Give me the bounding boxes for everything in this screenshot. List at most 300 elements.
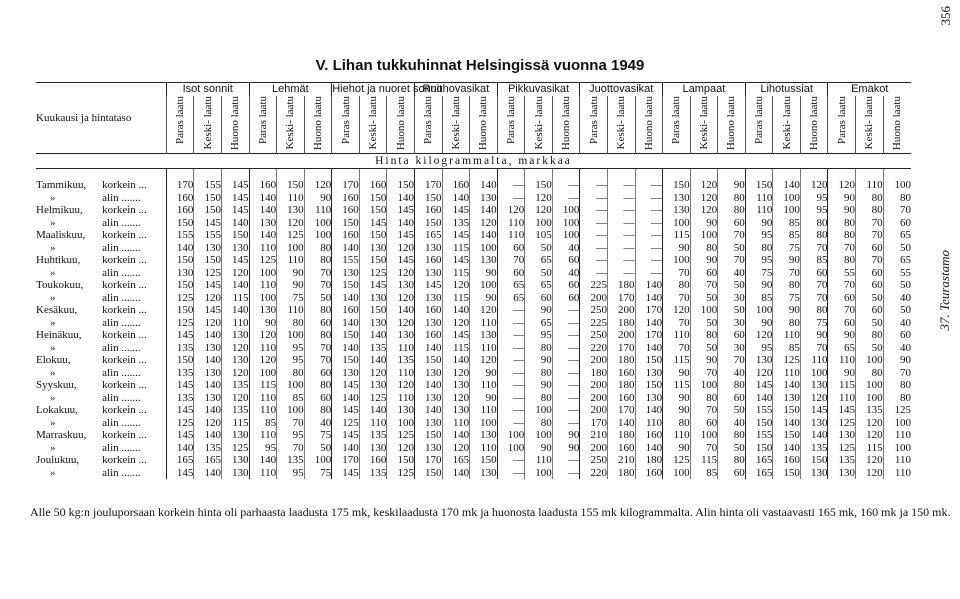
price-cell: 135	[166, 392, 194, 405]
price-cell: 200	[580, 404, 608, 417]
price-cell: 125	[359, 392, 387, 405]
price-cell: 110	[470, 317, 498, 330]
price-cell: —	[497, 467, 525, 480]
quality-label: Huono laatu	[560, 95, 573, 150]
month-cell: »	[50, 466, 56, 479]
price-cell: 125	[773, 354, 801, 367]
price-cell: 145	[221, 169, 249, 192]
month-cell: »	[50, 441, 56, 454]
price-cell: 140	[194, 404, 222, 417]
price-cell: 140	[414, 342, 442, 355]
price-cell: 60	[856, 279, 884, 292]
price-cell: 90	[690, 254, 718, 267]
quality-header	[304, 96, 332, 154]
price-cell: 75	[304, 429, 332, 442]
price-cell: 95	[277, 342, 305, 355]
price-cell: 95	[745, 254, 773, 267]
quality-label: Paras laatu	[504, 95, 517, 144]
table-row	[36, 417, 911, 430]
price-cell: 70	[718, 229, 746, 242]
price-cell: 150	[221, 229, 249, 242]
price-cell: 80	[663, 417, 691, 430]
price-cell: 60	[883, 329, 911, 342]
price-cell: 110	[497, 217, 525, 230]
price-cell: 210	[580, 429, 608, 442]
quality-header	[470, 96, 498, 154]
price-cell: 160	[332, 229, 360, 242]
price-cell: 100	[470, 242, 498, 255]
price-cell: 100	[277, 404, 305, 417]
price-cell: 130	[745, 354, 773, 367]
price-cell: 100	[856, 379, 884, 392]
price-cell: 50	[856, 292, 884, 305]
price-cell: 70	[828, 304, 856, 317]
price-cell: 140	[332, 242, 360, 255]
price-cell: 40	[718, 367, 746, 380]
price-cell: 135	[194, 442, 222, 455]
price-cell: 110	[883, 429, 911, 442]
price-cell: 50	[304, 292, 332, 305]
price-cell: 110	[249, 392, 277, 405]
price-cell: 60	[856, 242, 884, 255]
price-cell: 130	[470, 329, 498, 342]
price-cell: —	[552, 417, 580, 430]
quality-label: Keski- laatu	[284, 95, 297, 149]
price-cell: 140	[194, 429, 222, 442]
price-cell: 110	[663, 329, 691, 342]
price-cell: 140	[194, 354, 222, 367]
quality-label: Keski- laatu	[780, 95, 793, 149]
price-cell: 70	[690, 404, 718, 417]
price-cell: 110	[525, 454, 553, 467]
price-cell: 150	[166, 217, 194, 230]
price-cell: 130	[194, 392, 222, 405]
price-cell: 40	[552, 267, 580, 280]
price-cell: 90	[883, 354, 911, 367]
quality-label: Paras laatu	[753, 95, 766, 144]
price-cell: 135	[856, 404, 884, 417]
price-cell: 50	[718, 404, 746, 417]
price-cell: 40	[883, 317, 911, 330]
price-cell: 150	[414, 192, 442, 205]
price-cell: 95	[800, 192, 828, 205]
group-header: Lehmät	[249, 83, 332, 96]
price-cell: 60	[718, 392, 746, 405]
price-cell: 80	[304, 329, 332, 342]
price-cell: 120	[359, 367, 387, 380]
price-cell: 110	[249, 404, 277, 417]
quality-header	[359, 96, 387, 154]
footnote: Alle 50 kg:n jouluporsaan korkein hinta oli parhaasta laadusta 175 mk, keskilaadusta 170 mk ja huonosta laadusta 155 mk kilogrammalta. Alin hinta oli vastaavasti 165 mk, 160 mk ja 150 mk.	[30, 505, 951, 519]
price-cell: 80	[828, 217, 856, 230]
month-cell: Toukokuu,	[36, 279, 84, 292]
level-cell: korkein ...	[102, 454, 147, 467]
price-cell: 90	[828, 367, 856, 380]
price-cell: —	[552, 392, 580, 405]
month-cell: Lokakuu,	[36, 404, 78, 417]
price-cell: 170	[635, 304, 663, 317]
price-cell: 90	[828, 329, 856, 342]
price-cell: 110	[277, 254, 305, 267]
price-cell: 40	[883, 292, 911, 305]
price-cell: 120	[663, 304, 691, 317]
price-cell: 160	[414, 329, 442, 342]
price-cell: 250	[580, 329, 608, 342]
price-cell: 100	[249, 267, 277, 280]
price-cell: 50	[690, 342, 718, 355]
price-cell: 85	[277, 392, 305, 405]
price-cell: 100	[525, 404, 553, 417]
price-cell: 130	[414, 292, 442, 305]
price-cell: 90	[663, 442, 691, 455]
price-cell: 100	[525, 429, 553, 442]
price-cell: 100	[552, 204, 580, 217]
price-cell: —	[552, 342, 580, 355]
price-cell: 110	[387, 342, 415, 355]
price-cell: 145	[166, 329, 194, 342]
price-cell: 120	[470, 354, 498, 367]
quality-label: Keski- laatu	[697, 95, 710, 149]
price-cell: 90	[470, 367, 498, 380]
price-cell: 125	[828, 417, 856, 430]
price-cell: 80	[883, 379, 911, 392]
price-cell: 160	[442, 169, 470, 192]
quality-label: Keski- laatu	[367, 95, 380, 149]
price-cell: 165	[166, 454, 194, 467]
price-cell: 155	[745, 404, 773, 417]
month-cell: »	[50, 391, 56, 404]
price-cell: 95	[525, 329, 553, 342]
price-cell: 80	[304, 379, 332, 392]
price-cell: 130	[442, 379, 470, 392]
month-cell: Kesäkuu,	[36, 304, 78, 317]
price-cell: 120	[856, 417, 884, 430]
price-cell: 130	[387, 329, 415, 342]
price-cell: 150	[745, 417, 773, 430]
price-cell: 50	[883, 304, 911, 317]
price-cell: 140	[635, 442, 663, 455]
price-cell: 90	[828, 204, 856, 217]
price-cell: 70	[718, 354, 746, 367]
price-cell: 140	[332, 342, 360, 355]
price-cell: 110	[387, 392, 415, 405]
price-cell: 100	[663, 254, 691, 267]
price-cell: —	[552, 467, 580, 480]
price-cell: 60	[497, 242, 525, 255]
level-cell: korkein ...	[102, 329, 147, 342]
price-cell: 95	[800, 204, 828, 217]
price-cell: 145	[414, 279, 442, 292]
month-label: Kuukausi ja hintataso	[36, 83, 166, 154]
price-cell: 145	[166, 429, 194, 442]
price-cell: 50	[883, 242, 911, 255]
price-cell: —	[552, 454, 580, 467]
month-cell: Joulukuu,	[36, 454, 80, 467]
price-cell: 120	[497, 204, 525, 217]
level-cell: korkein ...	[102, 279, 147, 292]
price-cell: 130	[414, 317, 442, 330]
price-cell: 125	[663, 454, 691, 467]
price-cell: 110	[745, 204, 773, 217]
price-cell: 130	[635, 392, 663, 405]
price-cell: 80	[525, 392, 553, 405]
price-cell: 120	[249, 329, 277, 342]
table-row	[36, 304, 911, 317]
price-cell: 170	[332, 454, 360, 467]
price-cell: 120	[304, 169, 332, 192]
price-cell: 130	[332, 367, 360, 380]
price-cell: —	[607, 169, 635, 192]
price-cell: 115	[663, 229, 691, 242]
price-cell: 95	[745, 229, 773, 242]
price-cell: 120	[221, 392, 249, 405]
price-cell: 40	[883, 342, 911, 355]
level-cell: alin .......	[102, 216, 141, 229]
month-cell: Elokuu,	[36, 354, 71, 367]
price-cell: 50	[856, 317, 884, 330]
price-cell: 90	[800, 329, 828, 342]
table-row	[36, 379, 911, 392]
price-cell: 90	[552, 442, 580, 455]
price-cell: 200	[580, 292, 608, 305]
price-cell: 70	[800, 292, 828, 305]
price-cell: 85	[800, 254, 828, 267]
table-row	[36, 467, 911, 480]
price-cell: 150	[414, 429, 442, 442]
price-cell: 90	[525, 379, 553, 392]
price-cell: 180	[607, 354, 635, 367]
price-cell: 100	[745, 304, 773, 317]
price-cell: —	[607, 267, 635, 280]
price-cell: 40	[718, 417, 746, 430]
price-cell: 200	[580, 379, 608, 392]
price-cell: 125	[194, 267, 222, 280]
quality-header	[221, 96, 249, 154]
price-cell: 105	[525, 229, 553, 242]
price-cell: 160	[332, 204, 360, 217]
price-cell: 80	[718, 454, 746, 467]
price-cell: 160	[414, 304, 442, 317]
price-cell: —	[580, 267, 608, 280]
price-cell: 220	[580, 467, 608, 480]
price-cell: 150	[387, 454, 415, 467]
price-cell: 145	[800, 404, 828, 417]
price-cell: 130	[166, 267, 194, 280]
price-cell: 120	[387, 379, 415, 392]
month-cell: »	[50, 291, 56, 304]
price-cell: 130	[221, 454, 249, 467]
level-cell: alin .......	[102, 291, 141, 304]
price-cell: 70	[883, 367, 911, 380]
price-cell: 100	[470, 279, 498, 292]
price-cell: —	[497, 354, 525, 367]
price-cell: 120	[856, 454, 884, 467]
table-row	[36, 292, 911, 305]
price-cell: 100	[883, 169, 911, 192]
price-cell: 135	[359, 342, 387, 355]
price-cell: 110	[470, 342, 498, 355]
quality-header	[883, 96, 911, 154]
price-cell: 80	[828, 229, 856, 242]
quality-header	[497, 96, 525, 154]
price-cell: 50	[718, 442, 746, 455]
price-cell: 70	[277, 442, 305, 455]
quality-header-row	[36, 96, 911, 154]
price-cell: 100	[277, 379, 305, 392]
price-cell: 60	[800, 267, 828, 280]
price-cell: 120	[249, 354, 277, 367]
price-cell: 145	[166, 379, 194, 392]
price-cell: 65	[883, 254, 911, 267]
price-cell: 140	[166, 442, 194, 455]
table-row	[36, 454, 911, 467]
price-cell: 160	[359, 169, 387, 192]
price-cell: 100	[277, 329, 305, 342]
price-cell: 145	[332, 429, 360, 442]
price-cell: 100	[552, 217, 580, 230]
price-cell: 150	[194, 254, 222, 267]
table-row	[36, 242, 911, 255]
price-cell: 145	[221, 204, 249, 217]
price-cell: 170	[414, 169, 442, 192]
price-cell: 120	[856, 467, 884, 480]
price-cell: 110	[773, 329, 801, 342]
group-header: Lampaat	[663, 83, 746, 96]
price-cell: 120	[387, 292, 415, 305]
price-cell: 125	[249, 254, 277, 267]
price-cell: 90	[663, 392, 691, 405]
price-cell: 130	[221, 429, 249, 442]
quality-header	[249, 96, 277, 154]
price-cell: 225	[580, 279, 608, 292]
month-cell: Huhtikuu,	[36, 254, 81, 267]
price-cell: 60	[552, 292, 580, 305]
price-cell: 50	[856, 342, 884, 355]
price-cell: —	[607, 254, 635, 267]
price-cell: 140	[470, 204, 498, 217]
price-cell: —	[607, 204, 635, 217]
price-cell: —	[497, 404, 525, 417]
price-cell: 130	[359, 292, 387, 305]
price-cell: 155	[194, 169, 222, 192]
price-cell: 120	[690, 192, 718, 205]
price-cell: 170	[580, 417, 608, 430]
price-cell: 150	[359, 254, 387, 267]
price-cell: 140	[249, 192, 277, 205]
price-cell: 150	[414, 217, 442, 230]
level-cell: korkein ...	[102, 254, 147, 267]
price-cell: 70	[828, 242, 856, 255]
price-cell: 100	[525, 217, 553, 230]
table-body	[36, 169, 911, 480]
quality-header	[607, 96, 635, 154]
quality-label: Huono laatu	[642, 95, 655, 150]
price-cell: 115	[663, 354, 691, 367]
table-row	[36, 392, 911, 405]
price-cell: 140	[414, 404, 442, 417]
price-cell: 80	[718, 379, 746, 392]
price-cell: 130	[249, 217, 277, 230]
price-cell: 140	[249, 229, 277, 242]
price-cell: 80	[304, 304, 332, 317]
price-cell: 130	[663, 192, 691, 205]
group-header: Hiehot ja nuoret sonnit	[332, 83, 443, 95]
price-cell: 70	[718, 254, 746, 267]
price-cell: 120	[745, 329, 773, 342]
price-cell: 170	[332, 169, 360, 192]
price-cell: 90	[745, 317, 773, 330]
month-cell: »	[50, 241, 56, 254]
price-cell: 150	[773, 404, 801, 417]
price-cell: 80	[773, 317, 801, 330]
price-cell: —	[552, 367, 580, 380]
price-cell: 90	[690, 354, 718, 367]
price-cell: 130	[773, 392, 801, 405]
quality-label: Huono laatu	[891, 95, 904, 150]
price-cell: 90	[470, 292, 498, 305]
level-cell: korkein ...	[102, 229, 147, 242]
price-cell: —	[580, 229, 608, 242]
price-cell: 200	[607, 329, 635, 342]
price-cell: 65	[525, 254, 553, 267]
price-cell: 80	[800, 229, 828, 242]
price-cell: 100	[249, 292, 277, 305]
price-cell: 100	[304, 454, 332, 467]
price-cell: —	[497, 304, 525, 317]
price-cell: 160	[607, 367, 635, 380]
price-cell: 80	[745, 242, 773, 255]
price-cell: 155	[745, 429, 773, 442]
price-cell: —	[635, 204, 663, 217]
price-cell: 130	[387, 279, 415, 292]
price-cell: 150	[332, 354, 360, 367]
price-cell: —	[552, 354, 580, 367]
group-header-row	[36, 83, 911, 96]
price-cell: 120	[442, 279, 470, 292]
price-cell: 50	[690, 292, 718, 305]
level-cell: alin .......	[102, 416, 141, 429]
month-cell: Heinäkuu,	[36, 329, 82, 342]
price-cell: 70	[856, 217, 884, 230]
table-row	[36, 429, 911, 442]
price-cell: 80	[856, 367, 884, 380]
quality-label: Keski- laatu	[532, 95, 545, 149]
price-cell: 120	[856, 429, 884, 442]
price-cell: 150	[359, 192, 387, 205]
price-cell: —	[497, 367, 525, 380]
price-cell: 115	[856, 442, 884, 455]
price-cell: 85	[745, 292, 773, 305]
price-cell: 100	[856, 354, 884, 367]
price-cell: 125	[359, 267, 387, 280]
price-cell: 160	[332, 304, 360, 317]
price-cell: 200	[580, 392, 608, 405]
price-cell: 180	[607, 379, 635, 392]
price-cell: 70	[663, 292, 691, 305]
quality-label: Huono laatu	[477, 95, 490, 150]
price-cell: 135	[221, 404, 249, 417]
price-cell: 145	[194, 279, 222, 292]
month-cell: Marraskuu,	[36, 429, 87, 442]
price-cell: —	[497, 329, 525, 342]
quality-label: Huono laatu	[808, 95, 821, 150]
price-cell: 90	[718, 169, 746, 192]
price-cell: 140	[470, 229, 498, 242]
price-cell: 125	[387, 429, 415, 442]
price-cell: 90	[773, 304, 801, 317]
price-cell: 130	[470, 254, 498, 267]
price-cell: 75	[745, 267, 773, 280]
